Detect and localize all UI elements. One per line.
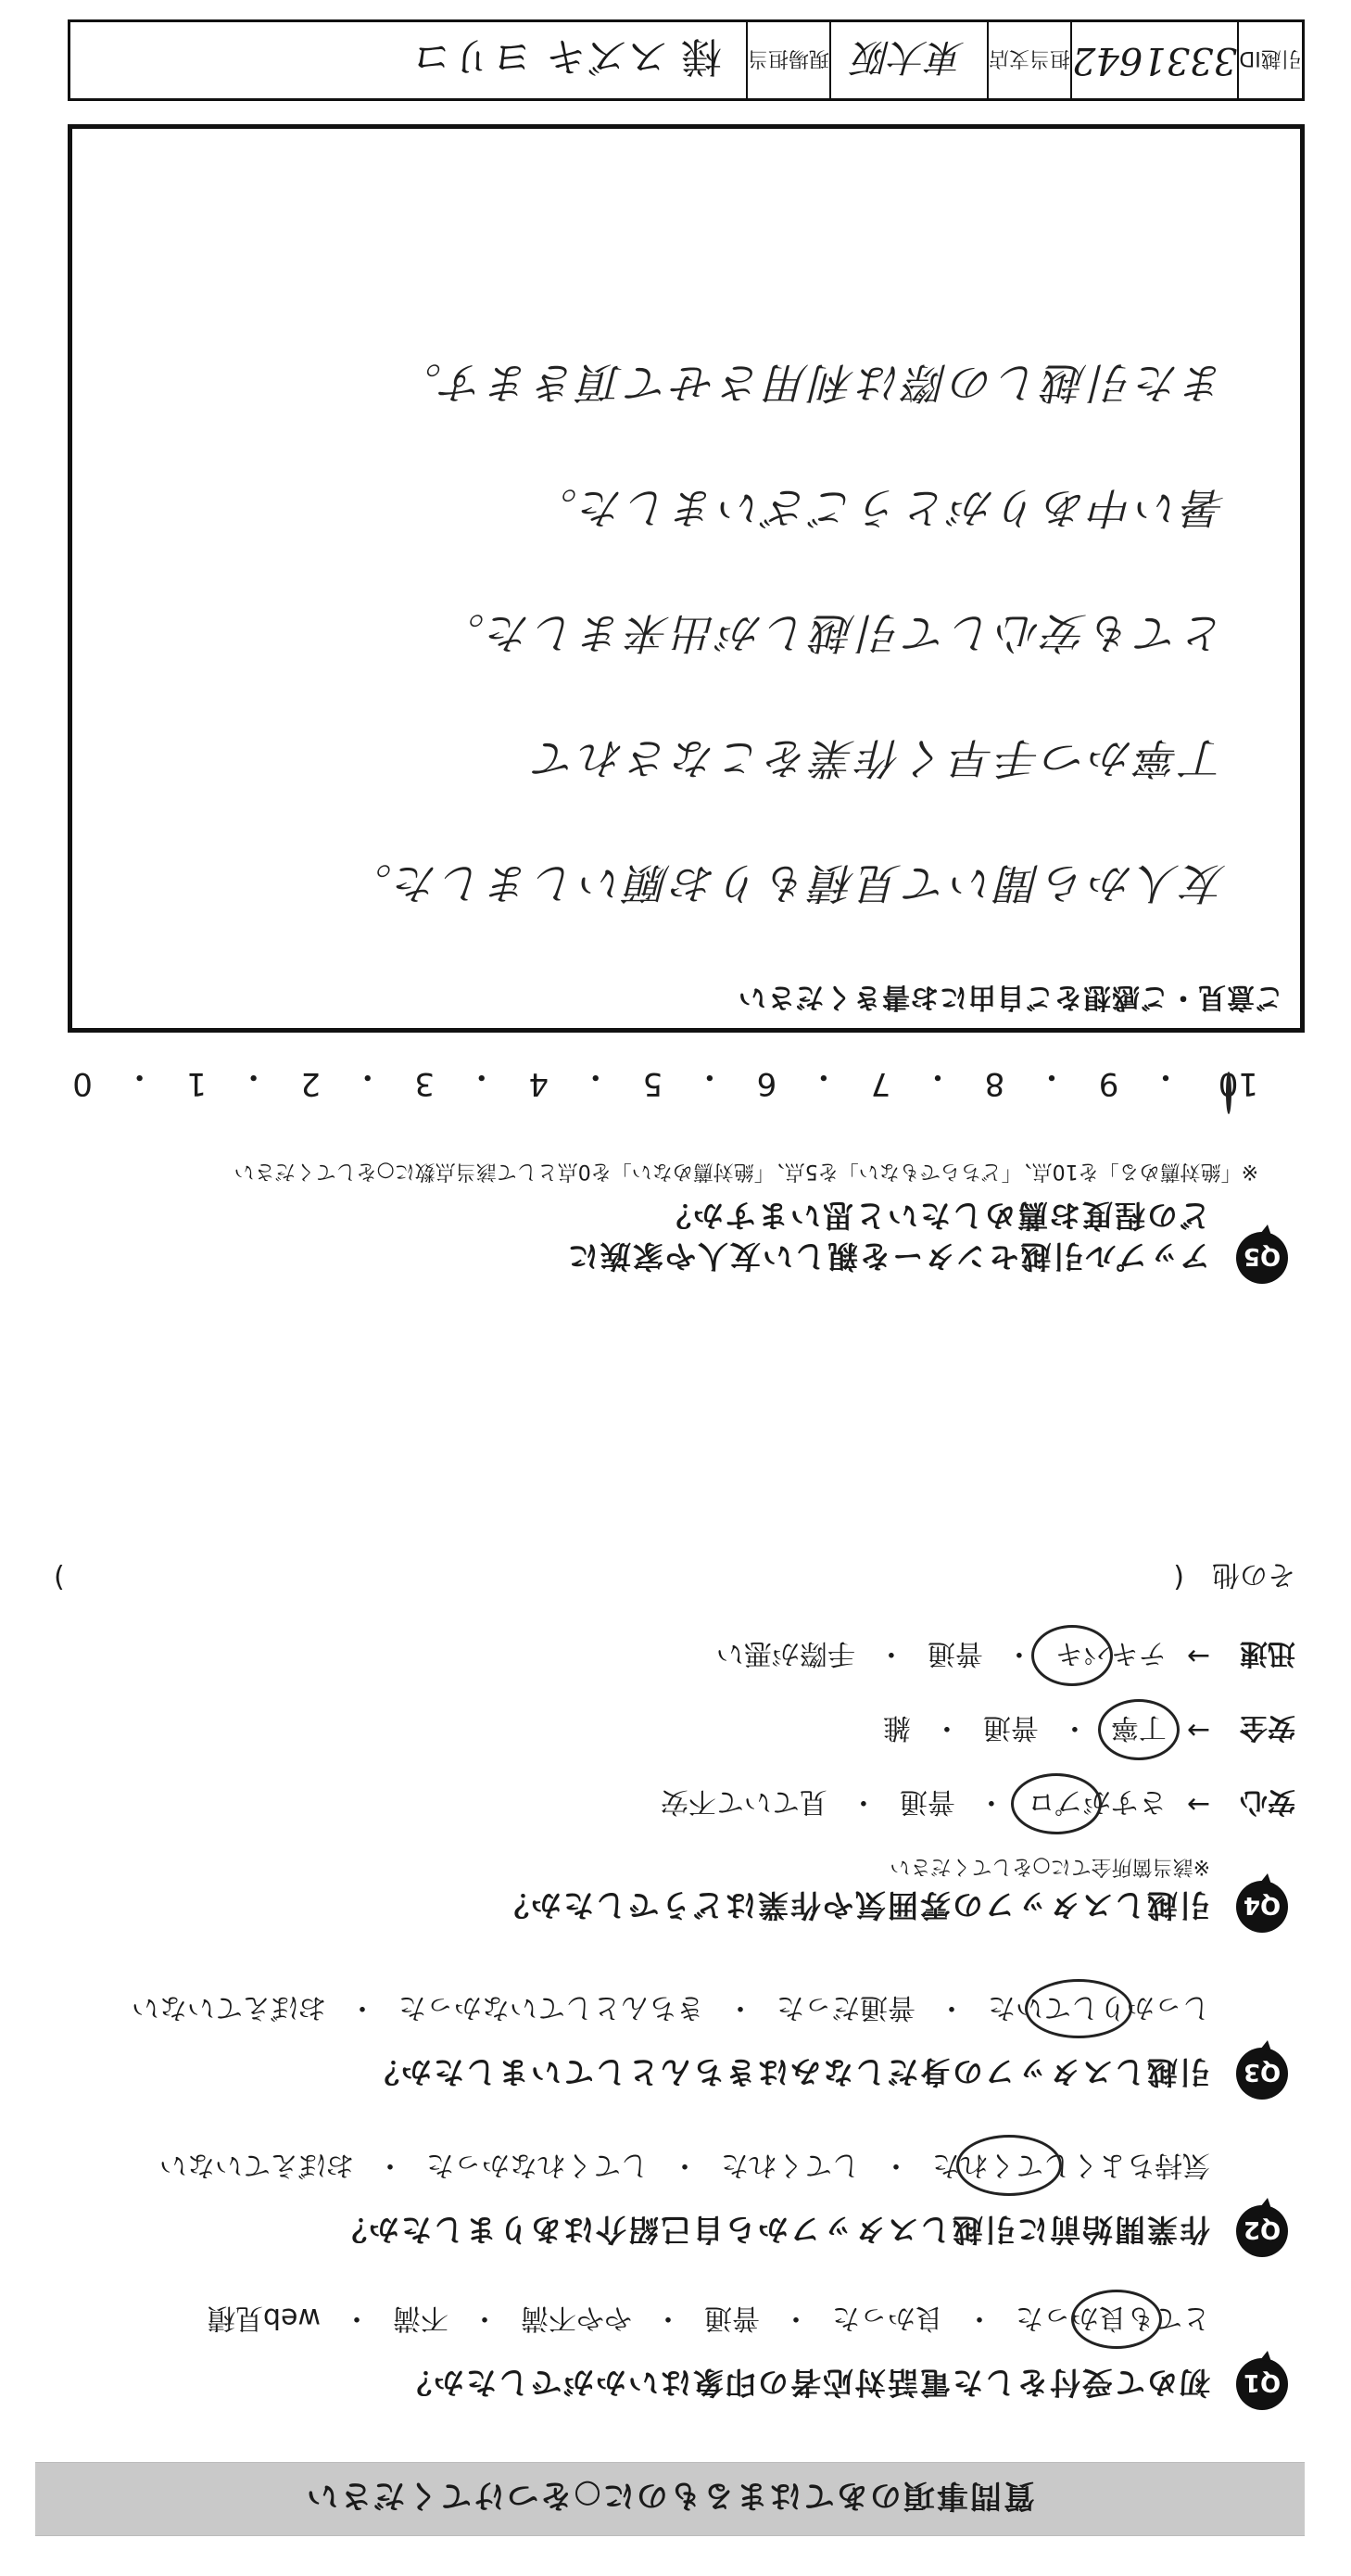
q1-option-good[interactable]: 良かった [832, 2302, 943, 2334]
q2-option-did-not[interactable]: してくれなかった [426, 2149, 649, 2181]
q5-question-line2: どの程度お薦めしたいと思いますか？ [659, 1198, 1210, 1234]
q4-row-label: 安心 [1240, 1785, 1295, 1818]
q5-question-line1: アップル引越センターを親しい友人や家族に [565, 1238, 1210, 1275]
q1-option-normal[interactable]: 普通 [704, 2302, 760, 2334]
q5-score-8[interactable]: 8 [984, 1065, 1005, 1102]
q2-options: 気持ちよくしてくれた ・ してくれた ・ してくれなかった ・ おぼえていない [159, 2148, 1210, 2189]
q5-score-5[interactable]: 5 [642, 1065, 663, 1102]
question-1 [54, 2275, 1295, 2414]
q2-badge-icon [1229, 2194, 1295, 2261]
q4-row-safety-mind: 安心 → さすがプロ ・ 普通 ・ 見ていて不安 [661, 1784, 1295, 1825]
q4-other-close: ) [54, 1561, 65, 1594]
svg-text:Q1: Q1 [1243, 2368, 1282, 2396]
id-value: 3331642 [1070, 22, 1237, 98]
q1-options: とても良かった ・ 良かった ・ 普通 ・ やや不満 ・ 不満 ・ web見積 [208, 2301, 1210, 2341]
comment-line: 暑い中ありがとうございました。 [531, 483, 1226, 533]
q3-option-normal[interactable]: 普通だった [777, 1991, 915, 2024]
svg-text:Q5: Q5 [1243, 1242, 1282, 1270]
question-2 [54, 2122, 1295, 2261]
q3-option-neat[interactable]: しっかりしていた [988, 1990, 1210, 2031]
q4-row-safety: 安全 → 丁寧 ・ 普通 ・ 雑 [883, 1710, 1295, 1751]
comment-line: 丁寧かつ手早く作業をこなされて [531, 733, 1226, 783]
q4-option-normal[interactable]: 普通 [899, 1785, 955, 1818]
q5-badge-icon [1229, 1221, 1295, 1288]
q4-option-careful[interactable]: 丁寧 [1111, 1710, 1167, 1751]
question-3 [54, 1964, 1295, 2103]
branch-label: 担当支店 [987, 22, 1070, 98]
q4-row-label: 安全 [1240, 1711, 1295, 1744]
q4-option-clumsy[interactable]: 手際が悪い [715, 1637, 855, 1669]
svg-text:Q2: Q2 [1243, 2215, 1282, 2243]
q1-option-very-good[interactable]: とても良かった [1016, 2301, 1210, 2341]
q1-option-web-estimate[interactable]: web見積 [207, 2302, 321, 2334]
svg-text:Q4: Q4 [1243, 1891, 1282, 1919]
comments-title: ご意見・ご感想をご自由にお書きください [738, 981, 1283, 1013]
svg-text:Q3: Q3 [1243, 2058, 1282, 2086]
q4-badge-icon [1229, 1870, 1295, 1936]
q4-option-normal[interactable]: 普通 [927, 1637, 983, 1669]
branch-value: 東大阪 [829, 22, 987, 98]
q5-score-4[interactable]: 4 [528, 1065, 549, 1102]
comment-line: 友人から聞いて見積もりお願いしました。 [346, 858, 1226, 908]
q3-option-not-neat[interactable]: きちんとしていなかった [398, 1991, 704, 2024]
q1-question: 初めて受付をした電話対応者の印象はいかがでしたか？ [399, 2365, 1210, 2401]
q5-note: ※「絶対薦める」を10点、「どちらでもない」を5点、「絶対薦めない」を0点として該当点数に○をしてください [234, 1160, 1258, 1183]
q4-question: 引越しスタッフの雰囲気や作業はどうでしたか？ [497, 1887, 1210, 1923]
id-table [68, 19, 1305, 101]
q2-option-pleasantly[interactable]: 気持ちよくしてくれた [932, 2148, 1210, 2189]
q4-option-quick[interactable]: テキパキ [1055, 1636, 1167, 1677]
q5-score-3[interactable]: 3 [414, 1065, 436, 1102]
question-5 [54, 1111, 1295, 1288]
q4-row-speed: 迅速 → テキパキ ・ 普通 ・ 手際が悪い [716, 1636, 1295, 1677]
comments-box[interactable] [68, 124, 1305, 1033]
q4-option-uneasy[interactable]: 見ていて不安 [660, 1785, 827, 1818]
q4-other-open: ( [1173, 1561, 1184, 1594]
q4-option-pro[interactable]: さすがプロ [1028, 1784, 1167, 1825]
q5-score-0[interactable]: 0 [72, 1065, 93, 1102]
q5-score-1[interactable]: 1 [186, 1065, 207, 1102]
q1-badge-icon [1229, 2347, 1295, 2414]
question-4 [54, 1825, 1295, 1936]
q4-option-rough[interactable]: 雑 [882, 1711, 911, 1744]
q3-option-dont-remember[interactable]: おぼえていない [132, 1991, 326, 2024]
q2-option-dont-remember[interactable]: おぼえていない [159, 2149, 354, 2181]
q4-row-label: 迅速 [1240, 1637, 1295, 1669]
q4-option-normal[interactable]: 普通 [982, 1711, 1039, 1744]
q3-question: 引越しスタッフの身だしなみはきちんとしていましたか？ [367, 2054, 1210, 2090]
q5-score-2[interactable]: 2 [300, 1065, 321, 1102]
q2-question: 作業開始前に引越しスタッフから自己紹介はありましたか？ [335, 2212, 1210, 2248]
q4-other [54, 1557, 1295, 1598]
customer-name: 様 スズキ ヨリコ [410, 32, 722, 80]
q4-note: ※該当箇所全てに○をしてください [890, 1855, 1210, 1878]
id-label: 引越ID [1237, 22, 1302, 98]
q3-options: しっかりしていた ・ 普通だった ・ きちんとしていなかった ・ おぼえていない [132, 1990, 1210, 2031]
q5-scale: 10 ・ 9 ・ 8 ・ 7 ・ 6 ・ 5 ・ 4 ・ 3 ・ 2 ・ 1 ・ 0 [72, 1057, 1258, 1102]
q4-other-label: その他 [1212, 1558, 1295, 1591]
q3-badge-icon [1229, 2037, 1295, 2103]
q5-score-9[interactable]: 9 [1098, 1065, 1119, 1102]
instruction-banner: 質問事項のあてはまるものに○をつけてください [35, 2462, 1305, 2536]
q5-score-6[interactable]: 6 [756, 1065, 777, 1102]
q5-score-10[interactable]: 10 [1213, 1057, 1258, 1102]
q1-option-dissatisfied[interactable]: 不満 [393, 2302, 448, 2334]
comment-line: また引越しの際は利用させて頂きます。 [395, 358, 1226, 408]
staff-label: 現場担当 [746, 22, 829, 98]
q2-option-did[interactable]: してくれた [721, 2149, 860, 2181]
comment-line: とても安心して引越しが出来ました。 [438, 608, 1226, 658]
q1-option-somewhat-dissatisfied[interactable]: やや不満 [521, 2302, 632, 2334]
q5-score-7[interactable]: 7 [870, 1065, 891, 1102]
